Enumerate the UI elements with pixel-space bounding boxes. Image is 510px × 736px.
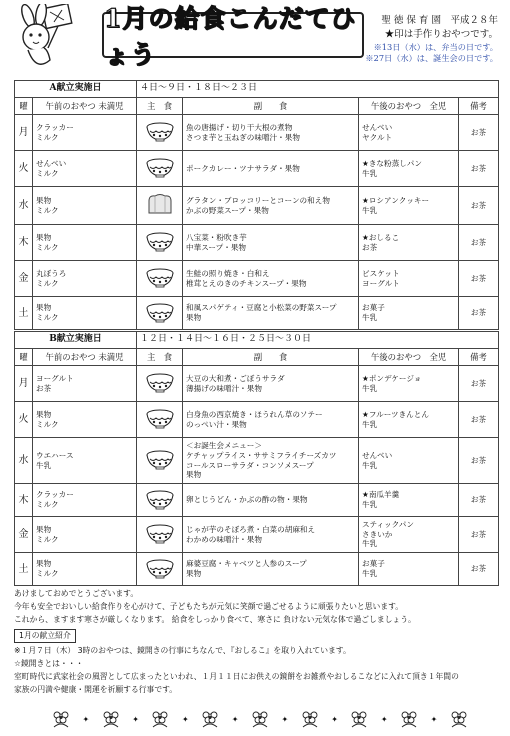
am-snack-line: ミルク: [36, 278, 59, 288]
pm-snack-line: ★ポンデケージョ: [362, 373, 422, 383]
note-bento-day: ※13日（水）は、弁当の日です。: [373, 41, 498, 52]
am-snack-line: 果物: [36, 409, 52, 419]
am-snack: [33, 187, 137, 225]
side-dish-line: 白身魚の西京焼き・ほうれん草のソテー: [186, 409, 323, 419]
side-dish-line: さつま芋と玉ねぎの味噌汁・果物: [186, 132, 300, 142]
pm-snack-line: お菓子: [362, 303, 385, 313]
message-line-7: 家族の円満や健康・開運を祈願する行事です。: [14, 685, 178, 695]
section-a-title-row: [15, 81, 499, 98]
remarks-cell: お茶: [459, 187, 499, 225]
section-a-dates: ４日～９日・１８日～２３日: [137, 81, 499, 98]
side-dish: [183, 297, 359, 330]
am-snack: [33, 366, 137, 402]
menu-row: [15, 553, 499, 586]
flower-icon: [398, 709, 420, 729]
pm-snack: [359, 438, 459, 484]
side-dish-line: ポークカレー・ツナサラダ・果物: [186, 163, 300, 173]
am-snack-line: ミルク: [36, 534, 59, 544]
header-side-dish: 副 食: [183, 349, 359, 366]
header-pm-snack: 午後のおやつ 全児: [359, 98, 459, 115]
remarks-cell: お茶: [459, 484, 499, 517]
pm-snack-line: ヤクルト: [362, 132, 393, 142]
header-pm-snack: 午後のおやつ 全児: [359, 349, 459, 366]
header-day: 曜: [15, 349, 33, 366]
am-snack-line: クラッカー: [36, 490, 74, 500]
side-dish: [183, 517, 359, 553]
day-cell: 土: [15, 297, 33, 330]
am-snack-line: ミルク: [36, 168, 59, 178]
am-snack-line: 果物: [36, 303, 52, 313]
am-snack-line: ミルク: [36, 500, 59, 509]
pm-snack: [359, 225, 459, 261]
am-snack: [33, 115, 137, 151]
am-snack-line: 果物: [36, 232, 52, 242]
pm-snack-line: 牛乳: [362, 460, 378, 470]
section-a-label: A献立実施日: [15, 81, 137, 98]
pm-snack-line: ヨーグルト: [362, 278, 400, 288]
pm-snack-line: せんべい: [362, 122, 393, 132]
am-snack-line: ヨーグルト: [36, 373, 74, 383]
am-snack-line: ミルク: [36, 242, 59, 252]
day-cell: 水: [15, 438, 33, 484]
remarks-cell: お茶: [459, 297, 499, 330]
am-snack-line: 丸ぼうろ: [36, 268, 67, 278]
side-dish: [183, 553, 359, 586]
am-snack-line: 果物: [36, 559, 52, 569]
note-birthday-day: ※27日（水）は、誕生会の日です。: [365, 53, 498, 64]
rabbit-mascot-icon: [14, 4, 84, 72]
pm-snack: [359, 553, 459, 586]
flower-icon: [199, 709, 221, 729]
pm-snack: [359, 115, 459, 151]
day-cell: 金: [15, 261, 33, 297]
greeting-line: あけましておめでとうございます。: [14, 589, 139, 598]
side-dish: [183, 484, 359, 517]
header-staple: 主 食: [137, 349, 183, 366]
rice-bowl-icon: [137, 402, 183, 438]
header-remarks: 備考: [459, 349, 499, 366]
section-b-title-row: [15, 332, 499, 349]
menu-row: [15, 366, 499, 402]
message-line-6: 室町時代に武家社会の風習として広まったといわれ、１月１１日にお供えの鏡餅をお雑煮やおしるこなどに入れて頂き１年間の: [14, 672, 459, 682]
am-snack-line: 果物: [36, 524, 52, 534]
am-snack-line: お茶: [36, 383, 52, 393]
header-am-snack: 午前のおやつ 未満児: [33, 98, 137, 115]
pm-snack-line: お菓子: [362, 559, 385, 569]
am-snack-line: 果物: [36, 195, 52, 205]
page-title: 1月の給食こんだてひょう: [102, 12, 364, 58]
menu-row: [15, 297, 499, 330]
flower-icon: [348, 709, 370, 729]
remarks-cell: お茶: [459, 115, 499, 151]
pm-snack-line: せんべい: [362, 450, 393, 460]
star-icon: ✦: [430, 714, 438, 724]
am-snack: [33, 484, 137, 517]
side-dish-line: ケチャップライス・ササミフライチーズカツ: [186, 450, 337, 460]
star-icon: ✦: [82, 714, 90, 724]
am-snack: [33, 151, 137, 187]
remarks-cell: お茶: [459, 517, 499, 553]
section-b-header-row: [15, 349, 499, 366]
menu-row: [15, 402, 499, 438]
am-snack: [33, 261, 137, 297]
side-dish-line: 生鮭の照り焼き・白和え: [186, 268, 270, 278]
rice-bowl-icon: [137, 297, 183, 330]
remarks-cell: お茶: [459, 151, 499, 187]
side-dish: [183, 438, 359, 484]
flower-icon: [50, 709, 72, 729]
day-cell: 金: [15, 517, 33, 553]
am-snack: [33, 438, 137, 484]
flower-icon: [249, 709, 271, 729]
side-dish: [183, 261, 359, 297]
side-dish-line: 中華スープ・果物: [186, 242, 247, 252]
rice-bowl-icon: [137, 225, 183, 261]
am-snack-line: ミルク: [36, 313, 59, 322]
am-snack-line: 牛乳: [36, 460, 52, 470]
pm-snack-line: ★ロシアンクッキー: [362, 195, 430, 205]
side-dish: [183, 151, 359, 187]
year-label: 平成２８年: [450, 15, 498, 26]
pm-snack: [359, 151, 459, 187]
pm-snack-line: 牛乳: [362, 168, 378, 178]
legend-text: ★印は手作りおやつです。: [384, 28, 498, 40]
school-info: [365, 14, 498, 65]
side-dish-line: 大豆の大和煮・ごぼうサラダ: [186, 373, 285, 383]
side-dish-line: 果物: [186, 470, 202, 480]
flower-icon: [448, 709, 470, 729]
rice-bowl-icon: [137, 517, 183, 553]
menu-row: [15, 151, 499, 187]
header-day: 曜: [15, 98, 33, 115]
pm-snack: [359, 517, 459, 553]
header-remarks: 備考: [459, 98, 499, 115]
rice-bowl-icon: [137, 366, 183, 402]
am-snack: [33, 297, 137, 330]
am-snack-line: ウエハース: [36, 450, 74, 460]
menu-row: [15, 517, 499, 553]
side-dish-line: 和風スパゲティ・豆腐と小松菜の野菜スープ: [186, 303, 337, 313]
pm-snack: [359, 366, 459, 402]
pm-snack-line: ★おしるこ: [362, 232, 400, 242]
star-icon: ✦: [231, 714, 239, 724]
side-dish-line: かぶの野菜スープ・果物: [186, 205, 269, 215]
star-icon: ✦: [281, 714, 289, 724]
side-dish-line: のっぺい汁・果物: [186, 419, 247, 429]
side-dish-line: 麻婆豆腐・キャベツと人参のスープ: [186, 559, 307, 569]
pm-snack-line: 牛乳: [362, 419, 378, 429]
side-dish-line: じゃが芋のそぼろ煮・白菜の胡麻和え: [186, 524, 316, 534]
rice-bowl-icon: [137, 261, 183, 297]
flower-icon: [100, 709, 122, 729]
menu-row: [15, 187, 499, 225]
side-dish-line: 魚の唐揚げ・切り干大根の煮物: [186, 122, 293, 132]
rice-bowl-icon: [137, 115, 183, 151]
message-block: [14, 588, 498, 697]
day-cell: 月: [15, 366, 33, 402]
pm-snack-line: スティックパン: [362, 519, 414, 529]
pm-snack: [359, 261, 459, 297]
pm-snack: [359, 297, 459, 330]
pm-snack-line: 牛乳: [362, 500, 378, 509]
day-cell: 火: [15, 151, 33, 187]
pm-snack-line: 牛乳: [362, 539, 378, 549]
star-icon: ✦: [132, 714, 139, 724]
menu-row: [15, 484, 499, 517]
section-a-header-row: [15, 98, 499, 115]
section-b-label: B献立実施日: [15, 332, 137, 349]
side-dish: [183, 225, 359, 261]
pm-snack-line: お茶: [362, 242, 378, 252]
am-snack: [33, 225, 137, 261]
pm-snack: [359, 187, 459, 225]
am-snack-line: ミルク: [36, 205, 59, 215]
pm-snack-line: 牛乳: [362, 205, 378, 215]
message-line-4: ※１月７日（木） 3時のおやつは、鏡開きの行事にちなんで、『おしるこ』を取り入れています。: [14, 646, 351, 656]
side-dish-line: わかめの味噌汁・果物: [186, 534, 262, 544]
side-dish-line: グラタン・ブロッコリーとコーンの和え物: [186, 195, 330, 205]
header-side-dish: 副 食: [183, 98, 359, 115]
day-cell: 土: [15, 553, 33, 586]
am-snack: [33, 517, 137, 553]
pm-snack-line: 牛乳: [362, 313, 378, 322]
pm-snack-line: ★きな粉蒸しパン: [362, 158, 422, 168]
star-icon: ✦: [181, 714, 189, 724]
pm-snack-line: 牛乳: [362, 569, 378, 578]
rice-bowl-icon: [137, 438, 183, 484]
section-b-dates: １２日・１４日～１６日・２５日～３０日: [137, 332, 499, 349]
star-icon: ✦: [380, 714, 388, 724]
star-icon: ✦: [331, 714, 338, 724]
menu-table-a: [14, 80, 499, 330]
message-line-5: ☆鏡開きとは・・・: [14, 659, 84, 669]
side-dish-line: 八宝菜・粉吹き芋: [186, 232, 247, 242]
remarks-cell: お茶: [459, 261, 499, 297]
day-cell: 火: [15, 402, 33, 438]
menu-intro-box-label: 1月の献立紹介: [14, 629, 76, 644]
rice-bowl-icon: [137, 553, 183, 586]
pm-snack-line: さきいか: [362, 529, 393, 539]
pm-snack-line: ★南瓜羊羹: [362, 490, 400, 500]
day-cell: 月: [15, 115, 33, 151]
menu-table-b: [14, 331, 499, 586]
am-snack: [33, 402, 137, 438]
flower-border: [50, 708, 470, 730]
menu-row: [15, 115, 499, 151]
side-dish-line: ＜お誕生会メニュー＞: [186, 440, 262, 450]
header-am-snack: 午前のおやつ 未満児: [33, 349, 137, 366]
message-line-2: 今年も安全でおいしい給食作りを心がけて、子どもたちが元気に笑顔で過ごせるように頑張りたいと思います。: [14, 601, 404, 611]
side-dish: [183, 187, 359, 225]
side-dish-line: コールスローサラダ・コンソメスープ: [186, 460, 314, 470]
bread-icon: [137, 187, 183, 225]
rice-bowl-icon: [137, 484, 183, 517]
side-dish-line: 薄揚げの味噌汁・果物: [186, 383, 262, 393]
page-header: [0, 0, 510, 80]
menu-row: [15, 438, 499, 484]
am-snack-line: クラッカー: [36, 122, 74, 132]
am-snack-line: ミルク: [36, 132, 59, 142]
pm-snack: [359, 484, 459, 517]
menu-row: [15, 261, 499, 297]
remarks-cell: お茶: [459, 553, 499, 586]
pm-snack-line: 牛乳: [362, 383, 378, 393]
message-line-3: これから、ますます寒さが厳しくなります。 給食をしっかり食べて、寒さに 負けない元気な体で過ごしましょう。: [14, 614, 416, 624]
am-snack-line: ミルク: [36, 569, 59, 578]
day-cell: 水: [15, 187, 33, 225]
am-snack: [33, 553, 137, 586]
pm-snack-line: ビスケット: [362, 268, 400, 278]
side-dish-line: 卵とじうどん・かぶの酢の物・果物: [186, 495, 308, 505]
side-dish: [183, 366, 359, 402]
side-dish: [183, 402, 359, 438]
side-dish-line: 椎茸とえのきのチキンスープ・果物: [186, 278, 307, 288]
remarks-cell: お茶: [459, 366, 499, 402]
flower-icon: [299, 709, 321, 729]
day-cell: 木: [15, 225, 33, 261]
remarks-cell: お茶: [459, 402, 499, 438]
side-dish-line: 果物: [186, 313, 202, 322]
pm-snack-line: ★フルーツきんとん: [362, 409, 429, 419]
am-snack-line: ミルク: [36, 419, 59, 429]
pm-snack: [359, 402, 459, 438]
header-staple: 主 食: [137, 98, 183, 115]
day-cell: 木: [15, 484, 33, 517]
remarks-cell: お茶: [459, 438, 499, 484]
remarks-cell: お茶: [459, 225, 499, 261]
rice-bowl-icon: [137, 151, 183, 187]
side-dish-line: 果物: [186, 569, 202, 578]
am-snack-line: せんべい: [36, 158, 67, 168]
school-name: 聖 徳 保 育 園: [381, 15, 441, 26]
side-dish: [183, 115, 359, 151]
menu-row: [15, 225, 499, 261]
flower-icon: [149, 709, 171, 729]
